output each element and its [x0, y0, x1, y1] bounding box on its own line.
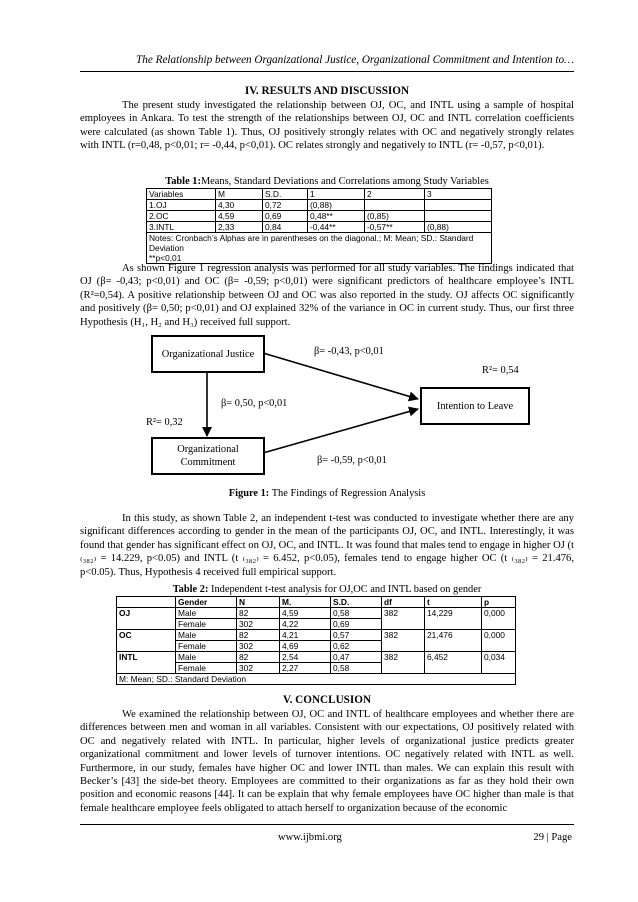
box-organizational-justice: Organizational Justice	[151, 335, 265, 373]
table-row	[117, 608, 516, 619]
table-cell: -0,57**	[365, 222, 425, 233]
label-oj-intl-beta: β= -0,43, p<0,01	[314, 346, 384, 357]
table-cell: 382	[382, 652, 425, 674]
table-cell: 4,22	[280, 619, 331, 630]
table-row	[117, 630, 516, 641]
footer-site: www.ijbmi.org	[278, 832, 342, 843]
table-cell: 0,69	[263, 211, 308, 222]
table-cell: S.D.	[263, 189, 308, 200]
table-cell: t	[425, 597, 482, 608]
table-cell: 2,54	[280, 652, 331, 663]
table-cell: 14,229	[425, 608, 482, 630]
table1-caption-text: Means, Standard Deviations and Correlations among Study Variables	[200, 176, 489, 187]
table2-caption	[80, 584, 574, 595]
table-cell: 302	[237, 619, 280, 630]
table-cell: p	[482, 597, 516, 608]
figure1-caption-text: The Findings of Regression Analysis	[271, 488, 426, 499]
table-cell: 0,58	[331, 608, 382, 619]
table-cell: 382	[382, 608, 425, 630]
table2-caption-text: Independent t-test analysis for OJ,OC and INTL based on gender	[211, 584, 482, 595]
table-cell: 1.OJ	[147, 200, 216, 211]
table-cell: OJ	[117, 608, 176, 630]
table-cell: 0,84	[263, 222, 308, 233]
footer-rule	[80, 824, 574, 825]
table-cell: 3	[425, 189, 492, 200]
paragraph-conclusion-1: We examined the relationship between OJ, OC and INTL of healthcare employees and whether there are differences between men and woman in all variables. Consistent with our expectations, OJ positively related with OC and negatively related with INTL. In particular, higher levels of organizational justice predicts greater organizational commitment and lower levels of turnover intentions. OC negatively related with INTL as well. Furthermore, in our study, females have higher OC and lower INTL than males. We can explain this result with Becker’s [43] the side-bet theory. Employees are committed to their organizations as far as they hold their own position and economic reasons [44]. It can be explain that why female employees have OC higher than male is that female healthcare employee feels obligated to attach herself to organization because of the economic	[80, 709, 574, 814]
table2-notes: M: Mean; SD.: Standard Deviation	[117, 674, 516, 685]
table-cell: (0,88)	[308, 200, 365, 211]
table-cell: 0,69	[331, 619, 382, 630]
table-cell: 2,27	[280, 663, 331, 674]
running-head: The Relationship between Organizational Justice, Organizational Commitment and Intention to…	[136, 54, 574, 66]
table-cell: 21,476	[425, 630, 482, 652]
table-cell: 0,48**	[308, 211, 365, 222]
table-cell: 82	[237, 608, 280, 619]
table2	[116, 596, 516, 685]
table-cell: 82	[237, 652, 280, 663]
table-cell: (0,85)	[365, 211, 425, 222]
table-cell	[117, 597, 176, 608]
table-cell: Male	[176, 608, 237, 619]
table-cell: Male	[176, 630, 237, 641]
table-cell: 3.INTL	[147, 222, 216, 233]
table-row	[117, 652, 516, 663]
label-oj-oc-beta: β= 0,50, p<0,01	[221, 398, 288, 409]
table-cell: 0,000	[482, 630, 516, 652]
table-cell: 0,62	[331, 641, 382, 652]
table-cell: 4,21	[280, 630, 331, 641]
table1-caption-label: Table 1:	[165, 176, 201, 187]
table1-notes-text: Notes: Cronbach’s Alphas are in parentheses on the diagonal.; M: Mean; SD.: Standard Deviation	[149, 233, 474, 253]
table1-notes-sig: **p<0,01	[149, 253, 182, 263]
table-cell: OC	[117, 630, 176, 652]
table-cell: 2	[365, 189, 425, 200]
table-cell: M	[216, 189, 263, 200]
label-r2-oc: R²= 0,32	[146, 417, 183, 428]
table-cell: 0,47	[331, 652, 382, 663]
table-cell: 1	[308, 189, 365, 200]
table-cell: 382	[382, 630, 425, 652]
arrow-oc-to-intl	[263, 409, 418, 453]
table-cell: Gender	[176, 597, 237, 608]
table-cell: N	[237, 597, 280, 608]
box-intention-to-leave: Intention to Leave	[420, 387, 530, 425]
figure1-caption	[80, 488, 574, 499]
table-cell: 0,72	[263, 200, 308, 211]
table-cell: 2.OC	[147, 211, 216, 222]
table2-caption-label: Table 2:	[172, 584, 209, 595]
label-oc-intl-beta: β= -0,59, p<0,01	[317, 455, 387, 466]
paragraph-results-2: As shown Figure 1 regression analysis was performed for all study variables. The findings indicated that OJ (β= -0,43; p<0,01) and OC (β= -0,59; p<0,01) were significant predictors of healthcare employee’s INTL (R²=0,54). A positive relationship between OJ and OC was also reported in the study. OJ affects OC significantly and positively (β= 0,50; p<0,01) and OJ explained 32% of the variance in OC in current study. Thus, our first three Hypothesis (H₁, H₂ and H₃) received full support.	[80, 263, 574, 328]
table-cell: M.	[280, 597, 331, 608]
table-cell: Female	[176, 619, 237, 630]
table-cell: 302	[237, 641, 280, 652]
section-heading-results: IV. RESULTS AND DISCUSSION	[244, 85, 410, 97]
table-row	[117, 597, 516, 608]
table-cell: S.D.	[331, 597, 382, 608]
table-cell: Female	[176, 641, 237, 652]
table-cell: 2,33	[216, 222, 263, 233]
table-cell: Male	[176, 652, 237, 663]
table-notes-row	[117, 674, 516, 685]
table-cell: 4,59	[216, 211, 263, 222]
table-cell: Female	[176, 663, 237, 674]
table-cell: 4,59	[280, 608, 331, 619]
footer-page-number: 29 | Page	[533, 832, 572, 843]
table-cell: 0,57	[331, 630, 382, 641]
section-heading-conclusion: V. CONCLUSION	[282, 694, 372, 706]
table-cell: INTL	[117, 652, 176, 674]
table-cell: 4,69	[280, 641, 331, 652]
box-organizational-commitment: Organizational Commitment	[151, 437, 265, 475]
paragraph-results-3: In this study, as shown Table 2, an independent t-test was conducted to investigate whether there are any significant differences according to gender in the mean of the participants OJ, OC, and INTL. Interestingly, it was found that gender has significant effect on OJ, OC, and INTL. It was found that males tend to engage in higher OJ (t ₍₃₈₂₎ = 14.229, p<0.05) and INTL (t ₍₃₈₂₎ = 6.452, p<0.05), females tend to engage higher OC (t ₍₃₈₂₎ = 21.476, p<0.05). Thus, Hypothesis 4 received full empirical support.	[80, 513, 574, 578]
table-cell: 6,452	[425, 652, 482, 674]
table-cell: df	[382, 597, 425, 608]
table-cell: 82	[237, 630, 280, 641]
table-cell: 0,034	[482, 652, 516, 674]
table-cell: 0,000	[482, 608, 516, 630]
table-cell: -0,44**	[308, 222, 365, 233]
table-cell: 4,30	[216, 200, 263, 211]
table-cell: 0,58	[331, 663, 382, 674]
arrow-oj-to-intl	[263, 353, 418, 399]
label-r2-intl: R²= 0,54	[482, 365, 519, 376]
paragraph-results-1: The present study investigated the relationship between OJ, OC, and INTL using a sample of hospital employees in Ankara. To test the strength of the relationships between OJ, OC and INTL correlation coefficients were calculated (as shown Table 1). Thus, OJ positively strongly relates with OC and negatively strongly relates with INTL (r=0,48, p<0,01; r= -0,44, p<0,01). OC relates strongly and negatively to INTL (r= -0,57, p<0,01).	[80, 100, 574, 152]
figure1-caption-label: Figure 1:	[228, 488, 270, 499]
table-cell: (0,88)	[425, 222, 492, 233]
table-cell: Variables	[147, 189, 216, 200]
table-cell: 302	[237, 663, 280, 674]
